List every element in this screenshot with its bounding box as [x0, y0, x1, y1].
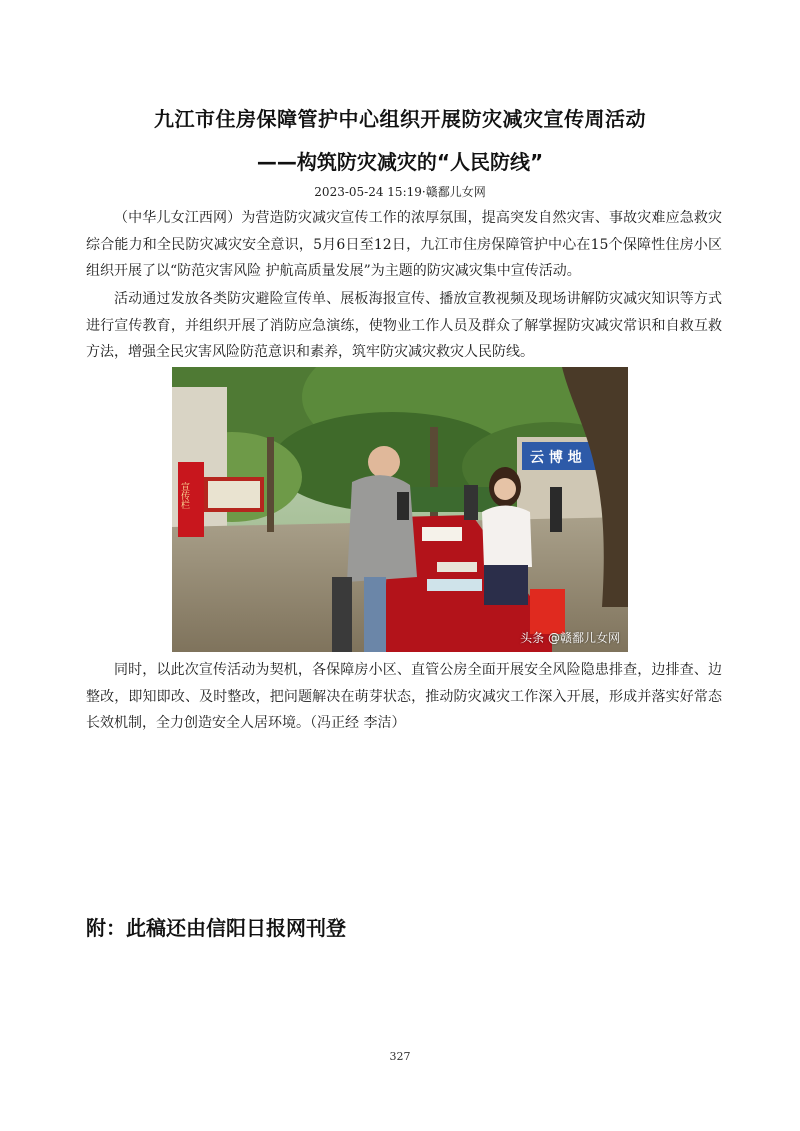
article-title: 九江市住房保障管护中心组织开展防灾减灾宣传周活动 [154, 107, 646, 131]
paragraph-2: 活动通过发放各类防灾避险宣传单、展板海报宣传、播放宣教视频及现场讲解防灾减灾知识等方式进行宣传教育，并组织开展了消防应急演练，使物业工作人员及群众了解掌握防灾减灾常识和自救互救方法，增强全民灾害风险防范意识和素养，筑牢防灾减灾救灾人民防线。 [86, 291, 722, 360]
paragraph-1: （中华儿女江西网）为营造防灾减灾宣传工作的浓厚氛围，提高突发自然灾害、事故灾难应急救灾综合能力和全民防灾减灾安全意识，5月6日至12日，九江市住房保障管护中心在15个保障性住房小区组织开展了以“防范灾害风险 护航高质量发展”为主题的防灾减灾集中宣传活动。 [86, 210, 722, 279]
article-meta: 2023-05-24 15:19·赣鄱儿女网 [314, 185, 486, 199]
photo-watermark: 头条 @赣鄱儿女网 [520, 631, 620, 645]
event-photo [172, 367, 628, 652]
appendix-note: 附：此稿还由信阳日报网刊登 [86, 916, 346, 940]
page-number: 327 [389, 1050, 411, 1063]
banner-text: 宣传栏 [179, 482, 189, 509]
article-subtitle: ——构筑防灾减灾的“人民防线” [256, 150, 544, 174]
shop-sign-text: 云 博 地 [530, 450, 582, 466]
paragraph-3: 同时，以此次宣传活动为契机，各保障房小区、直管公房全面开展安全风险隐患排查，边排查、边整改，即知即改、及时整改，把问题解决在萌芽状态，推动防灾减灾工作深入开展，形成并落实好常态长效机制，全力创造安全人居环境。（冯正经 李洁） [86, 662, 722, 731]
